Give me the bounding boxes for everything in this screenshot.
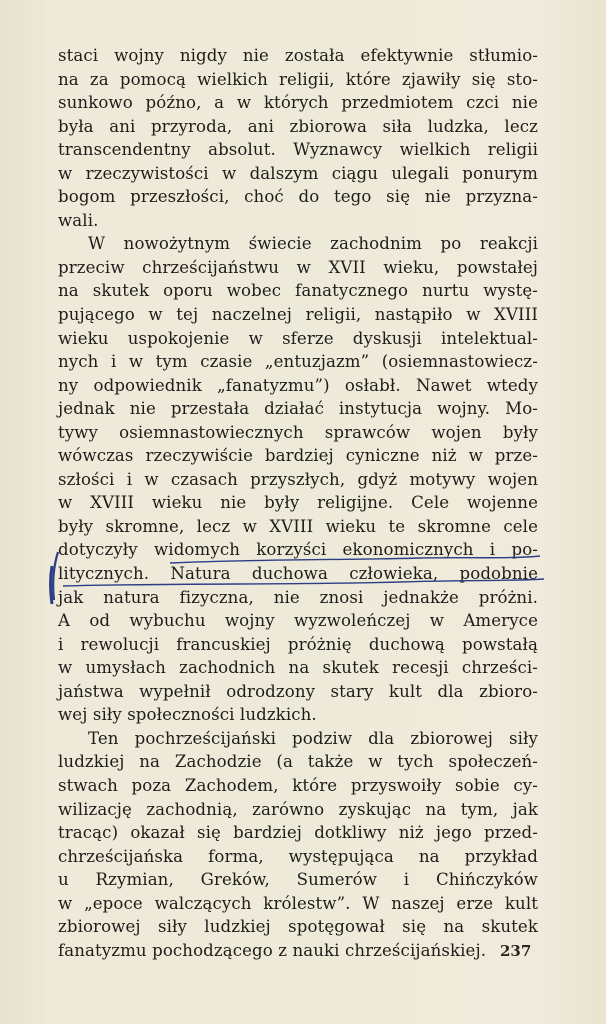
text-line: fanatyzmu pochodzącego z nauki chrześcijańskiej.	[58, 940, 487, 960]
text-line: wej siły społeczności ludzkich.	[58, 705, 317, 725]
text-line: tywy osiemnastowiecznych sprawców wojen były	[58, 422, 538, 442]
text-line: wali.	[58, 210, 99, 230]
margin-bracket-mark	[53, 552, 58, 600]
text-line: w XVIII wieku nie były religijne. Cele wojenne	[58, 493, 538, 513]
text-line: w rzeczywistości w dalszym ciągu ulegali ponurym	[58, 163, 538, 183]
text-line: stwach poza Zachodem, które przyswoiły sobie cy-	[58, 775, 538, 795]
text-line: były skromne, lecz w XVIII wieku te skromne cele	[58, 516, 538, 536]
text-line: nych i w tym czasie „entuzjazm” (osiemnastowiecz-	[58, 352, 538, 372]
text-line: chrześcijańska forma, występująca na przykład	[58, 846, 538, 866]
text-line: w umysłach zachodnich na skutek recesji chrześci-	[58, 658, 538, 678]
text-line: i rewolucji francuskiej próżnię duchową powstałą	[58, 634, 538, 654]
text-line: jednak nie przestała działać instytucja wojny. Mo-	[58, 399, 538, 419]
text-line: staci wojny nigdy nie została efektywnie stłumio-	[58, 46, 538, 65]
text-line: ludzkiej na Zachodzie (a także w tych społeczeń-	[58, 752, 538, 772]
margin-bracket-mark	[51, 566, 53, 604]
text-line: na za pomocą wielkich religii, które zjawiły się sto-	[58, 69, 538, 89]
text-line: wilizację zachodnią, zarówno zyskując na tym, jak	[58, 799, 538, 819]
text-line: tracąc) okazał się bardziej dotkliwy niż jego przed-	[58, 823, 538, 843]
text-line: wieku uspokojenie w sferze dyskusji intelektual-	[58, 328, 538, 348]
paragraph-start-line: Ten pochrześcijański podziw dla zbiorowej siły	[88, 728, 538, 748]
text-line: A od wybuchu wojny wyzwoleńczej w Ameryce	[58, 611, 538, 631]
text-line: wówczas rzeczywiście bardziej cyniczne niż w prze-	[58, 446, 538, 466]
text-line: przeciw chrześcijaństwu w XVII wieku, powstałej	[58, 257, 538, 277]
text-line: u Rzymian, Greków, Sumerów i Chińczyków	[58, 870, 538, 890]
text-line: sunkowo późno, a w których przedmiotem czci nie	[58, 93, 538, 113]
page-number: 237	[500, 942, 532, 960]
text-line: zbiorowej siły ludzkiej spotęgował się na skutek	[58, 917, 538, 937]
text-line: na skutek oporu wobec fanatycznego nurtu wystę-	[58, 281, 538, 301]
text-line: jaństwa wypełnił odrodzony stary kult dla zbioro-	[58, 681, 538, 701]
text-line: bogom przeszłości, choć do tego się nie przyzna-	[58, 187, 538, 207]
text-line: dotyczyły widomych korzyści ekonomicznych i po-	[58, 540, 538, 560]
text-line: szłości i w czasach przyszłych, gdyż motywy wojen	[58, 469, 538, 489]
paragraph-start-line: W nowożytnym świecie zachodnim po reakcji	[88, 234, 538, 254]
text-line: ny odpowiednik „fanatyzmu”) osłabł. Nawet wtedy	[58, 375, 538, 395]
text-line: transcendentny absolut. Wyznawcy wielkich religii	[58, 140, 538, 160]
pen-underline-mark	[63, 579, 544, 586]
text-line: pującego w tej naczelnej religii, nastąpiło w XVIII	[58, 305, 538, 325]
pen-underline-mark	[170, 556, 540, 563]
underlined-text-line: jak natura fizyczna, nie znosi jednakże próżni.	[58, 587, 538, 607]
text-line: była ani przyroda, ani zbiorowa siła ludzka, lecz	[58, 116, 538, 136]
underlined-text-line: litycznych. Natura duchowa człowieka, podobnie	[58, 564, 538, 584]
text-line: w „epoce walczących królestw”. W naszej erze kult	[58, 893, 538, 913]
